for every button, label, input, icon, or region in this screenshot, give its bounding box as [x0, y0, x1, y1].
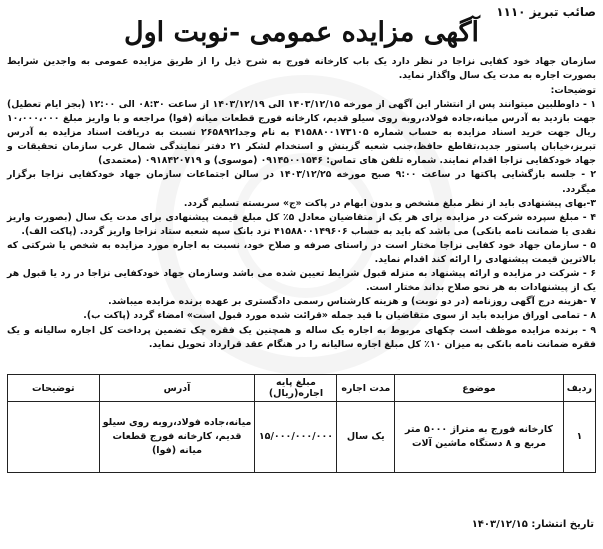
header-row-number: ردیف [563, 375, 595, 402]
header-address: آدرس [99, 375, 255, 402]
table-header-row [8, 375, 596, 402]
note-item: ۶ - شرکت در مزایده و ارائه پیشنهاد به منزله قبول شرایط تعیین شده می باشد وسازمان جهاد خودکفایی نزاجا در رد یا قبول هر یک از پیشنهادات به هر نحو صلاح بداند مختار است. [7, 268, 596, 294]
cell-address: میانه،جاده فولاد،روبه روی سیلو قدیم، کارخانه فورج قطعات میانه (فوا) [99, 402, 255, 473]
table-row [8, 402, 596, 473]
note-item: ۲ - جلسه بازگشایی پاکتها در ساعت ۹:۰۰ صبح مورخه ۱۴۰۳/۱۲/۲۵ در سالن اجتماعات سازمان جهاد خودکفایی نزاجا برگزار میگردد. [7, 169, 597, 195]
header-subject: موضوع [395, 375, 564, 402]
note-item: ۵ - سازمان جهاد خود کفایی نزاجا مختار است در راستای صرفه و صلاح خود، نسبت به اجاره مورد مزایده به شخص یا شرکتی که بالاترین قیمت پیشنهادی را ارائه کند اقدام نماید. [7, 239, 596, 266]
notes-list [7, 98, 596, 352]
note-item: ۴ - مبلغ سپرده شرکت در مزایده برای هر یک از متقاضیان معادل ۵٪ کل مبلغ قیمت پیشنهادی برای مدت یک سال (بصورت واریز نقدی یا ضمانت نامه بانکی) می باشد که باید به حساب ۴۱۵۸۸۰۰۱۴۹۶۰۶ نزد بانک سپه شعبه ستاد نزاجا واریز گردد. (پاکت الف). [7, 211, 597, 237]
publisher-tag: صائب تبریز ۱۱۱۰ [496, 5, 596, 19]
notice-page [5, 5, 598, 544]
note-item: ۸ - تمامی اوراق مزایده باید از سوی متقاضیان با قید جمله «قرائت شده مورد قبول است» امضاء گردد (پاکت ب). [83, 310, 596, 322]
notice-title: آگهی مزایده عمومی -نوبت اول [123, 17, 480, 48]
note-item: ۱ - داوطلبین میتوانند پس از انتشار این آگهی از مورخه ۱۴۰۳/۱۲/۱۵ الی ۱۴۰۳/۱۲/۱۹ از ساعت ۰۸:۳۰ الی ۱۲:۰۰ (بجز ایام تعطیل) جهت بازدید به آدرس میانه،جاده فولاد،روبه روی سیلو قدیم، کارخانه فورج قطعات میانه (فوا) مراجعه و با واریز مبلغ ۱۰،۰۰۰،۰۰۰ ریال جهت خرید اسناد مزایده به حساب شماره ۴۱۵۸۸۰۰۱۷۳۱۰۵ به نام وجدا۲۶۵۸۹۲ نسبت به دریافت اسناد مزایده به آدرس تبریز،خیابان پاستور جدید،تقاطع حافظ،جنب شعبه گزینش و استخدام لشکر ۲۱ دفتر نمایندگی شمال غرب سازمان تحقیقات و جهاد خودکفایی نزاجا اقدام نمایند. شماره تلفن های تماس: ۰۹۱۴۵۰۰۱۵۴۶ (موسوی) و ۰۹۱۸۴۲۰۷۱۹ (معتمدی) [7, 99, 597, 167]
note-item: ۷ -هزینه درج آگهی روزنامه (در دو نوبت) و هزینه کارشناس رسمی دادگستری بر عهده برنده مزایده میباشد. [108, 296, 596, 308]
intro-paragraph: سازمان جهاد خود کفایی نزاجا در نظر دارد یک باب کارخانه فورج به شرح ذیل را از طریق مزایده عمومی به واجدین شرایط بصورت اجاره به مدت یک سال واگذار نماید. [7, 56, 596, 81]
cell-duration: یک سال [337, 402, 395, 473]
cell-row-number: ۱ [563, 402, 595, 473]
cell-price: ۱۵/۰۰۰/۰۰۰/۰۰۰ [255, 402, 337, 473]
publish-date: تاریخ انتشار: ۱۴۰۳/۱۲/۱۵ [471, 519, 594, 530]
note-item: ۹ - برنده مزایده موظف است چکهای مربوط به اجاره یک ساله و همچنین یک فقره چک تضمین پرداخت کل اجاره سالیانه و یک فقره ضمانت نامه بانکی به میزان ۱۰٪ کل مبلغ اجاره سالیانه را در هنگام عقد قرارداد تحویل نماید. [7, 324, 596, 350]
note-item: ۳-بهای پیشنهادی باید از نظر مبلغ مشخص و بدون ابهام در پاکت «ج» سربسته تسلیم گردد. [183, 197, 596, 209]
cell-subject: کارخانه فورج به متراژ ۵۰۰۰ متر مربع و ۸ دستگاه ماشین آلات [395, 402, 564, 473]
notes-heading: توضیحات: [550, 85, 596, 96]
header-price: مبلغ پایه اجاره(ریال) [255, 375, 337, 402]
cell-notes [8, 402, 100, 473]
header-duration: مدت اجاره [337, 375, 395, 402]
auction-table [7, 374, 596, 473]
header-notes: توضیحات [8, 375, 100, 402]
